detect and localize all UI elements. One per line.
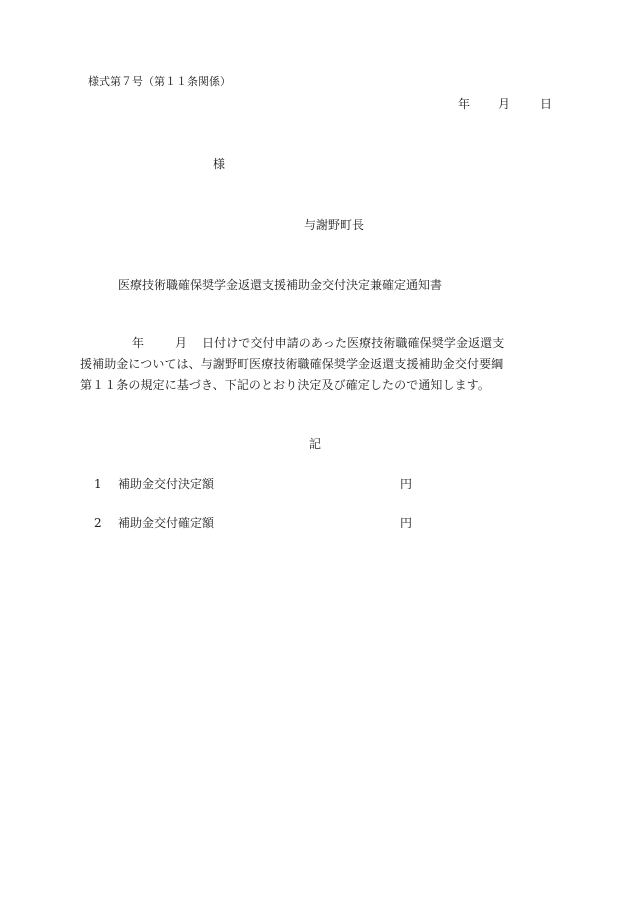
form-number: 様式第７号（第１１条関係） [88, 75, 231, 88]
body-date-year: 年 [132, 336, 145, 350]
date-day-label: 日 [540, 97, 553, 111]
item-number: 2 [94, 516, 102, 530]
item-unit: 円 [400, 477, 413, 491]
item-label: 補助金交付決定額 [118, 477, 215, 491]
body-line-3: 第１１条の規定に基づき、下記のとおり決定及び確定したので通知します。 [80, 378, 490, 392]
date-year-label: 年 [458, 97, 471, 111]
addressee-honorific: 様 [213, 157, 226, 171]
issuer-name: 与謝野町長 [304, 218, 365, 232]
body-line-2: 援補助金については、与謝野町医療技術職確保奨学金返還支援補助金交付要綱 [80, 357, 504, 371]
body-date-month: 月 [175, 336, 188, 350]
date-month-label: 月 [498, 97, 511, 111]
document-title: 医療技術職確保奨学金返還支援補助金交付決定兼確定通知書 [118, 278, 443, 292]
item-number: 1 [94, 477, 102, 491]
item-unit: 円 [400, 516, 413, 530]
body-line-1-text: 日付けで交付申請のあった医療技術職確保奨学金返還支 [202, 336, 505, 350]
notes-heading: 記 [309, 437, 322, 451]
item-label: 補助金交付確定額 [118, 516, 215, 530]
